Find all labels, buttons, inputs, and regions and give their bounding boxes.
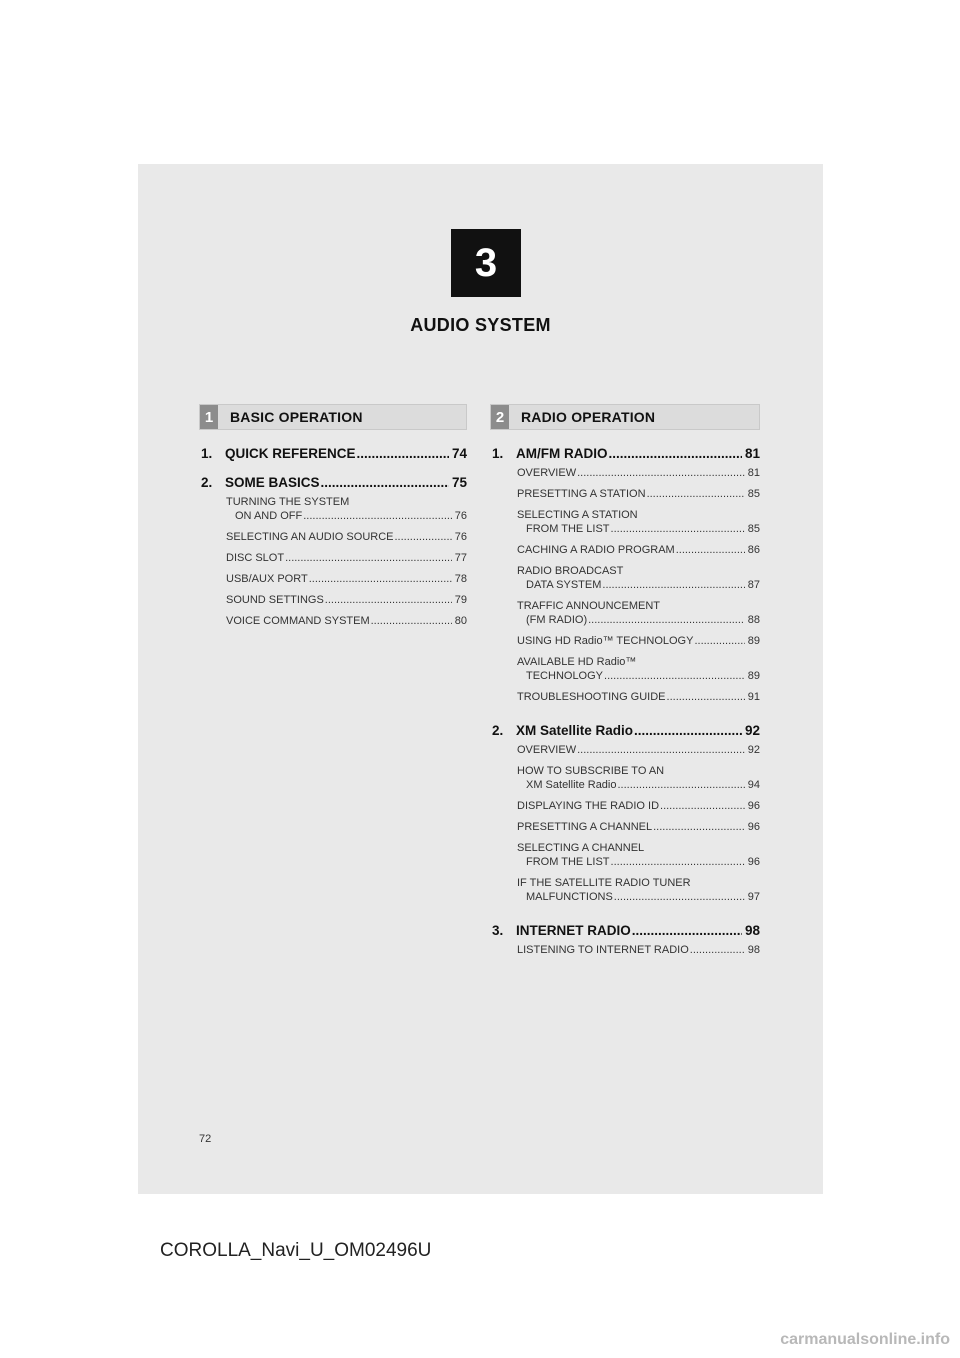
toc-entry-am-fm-radio[interactable]: 1. AM/FM RADIO ..... 81 <box>492 446 760 461</box>
toc-subentry[interactable]: OVERVIEW ..... 92 <box>517 743 760 757</box>
toc-subentry[interactable]: SELECTING A CHANNEL FROM THE LIST ..... 96 <box>517 841 760 869</box>
toc-subentry[interactable]: CACHING A RADIO PROGRAM ..... 86 <box>517 543 760 557</box>
section-header-radio-operation <box>490 404 760 430</box>
toc-column-right <box>490 446 760 964</box>
sub-list-xm-satellite-radio <box>517 743 760 904</box>
toc-subentry[interactable]: DISPLAYING THE RADIO ID ..... 96 <box>517 799 760 813</box>
toc-subentry[interactable]: VOICE COMMAND SYSTEM ..... 80 <box>226 614 467 628</box>
section-title: RADIO OPERATION <box>521 409 656 425</box>
toc-subentry[interactable]: SELECTING A STATION FROM THE LIST ..... 85 <box>517 508 760 536</box>
sub-list-some-basics <box>226 495 467 628</box>
toc-column-left <box>199 446 467 635</box>
toc-subentry[interactable]: TROUBLESHOOTING GUIDE ..... 91 <box>517 690 760 704</box>
toc-subentry[interactable]: SELECTING AN AUDIO SOURCE ..... 76 <box>226 530 467 544</box>
toc-subentry[interactable]: SOUND SETTINGS ..... 79 <box>226 593 467 607</box>
toc-subentry[interactable]: PRESETTING A STATION ..... 85 <box>517 487 760 501</box>
toc-subentry[interactable]: DISC SLOT ..... 77 <box>226 551 467 565</box>
toc-entry-internet-radio[interactable]: 3. INTERNET RADIO ..... 98 <box>492 923 760 938</box>
toc-subentry[interactable]: PRESETTING A CHANNEL ..... 96 <box>517 820 760 834</box>
section-header-basic-operation <box>199 404 467 430</box>
section-title: BASIC OPERATION <box>230 409 363 425</box>
watermark: carmanualsonline.info <box>780 1331 950 1348</box>
toc-entry-quick-reference[interactable]: 1. QUICK REFERENCE ..... 74 <box>201 446 467 461</box>
sub-list-internet-radio <box>517 943 760 957</box>
toc-subentry[interactable]: OVERVIEW ..... 81 <box>517 466 760 480</box>
toc-subentry[interactable]: IF THE SATELLITE RADIO TUNER MALFUNCTIONS ..... 97 <box>517 876 760 904</box>
section-number-badge: 2 <box>491 405 509 429</box>
toc-subentry[interactable]: USING HD Radio™ TECHNOLOGY ..... 89 <box>517 634 760 648</box>
toc-subentry[interactable]: TURNING THE SYSTEM ON AND OFF ..... 76 <box>226 495 467 523</box>
toc-subentry[interactable]: RADIO BROADCAST DATA SYSTEM ..... 87 <box>517 564 760 592</box>
toc-subentry[interactable]: USB/AUX PORT ..... 78 <box>226 572 467 586</box>
page-number: 72 <box>199 1133 212 1145</box>
toc-entry-some-basics[interactable]: 2. SOME BASICS ..... 75 <box>201 475 467 490</box>
toc-subentry[interactable]: HOW TO SUBSCRIBE TO AN XM Satellite Radio ..... 94 <box>517 764 760 792</box>
chapter-title: AUDIO SYSTEM <box>410 315 551 335</box>
sub-list-am-fm-radio <box>517 466 760 704</box>
toc-subentry[interactable]: LISTENING TO INTERNET RADIO ..... 98 <box>517 943 760 957</box>
toc-subentry[interactable]: TRAFFIC ANNOUNCEMENT (FM RADIO) ..... 88 <box>517 599 760 627</box>
toc-entry-xm-satellite-radio[interactable]: 2. XM Satellite Radio ..... 92 <box>492 723 760 738</box>
toc-subentry[interactable]: AVAILABLE HD Radio™ TECHNOLOGY ..... 89 <box>517 655 760 683</box>
chapter-number-badge: 3 <box>451 229 521 297</box>
document-code: COROLLA_Navi_U_OM02496U <box>160 1240 432 1261</box>
section-number-badge: 1 <box>200 405 218 429</box>
